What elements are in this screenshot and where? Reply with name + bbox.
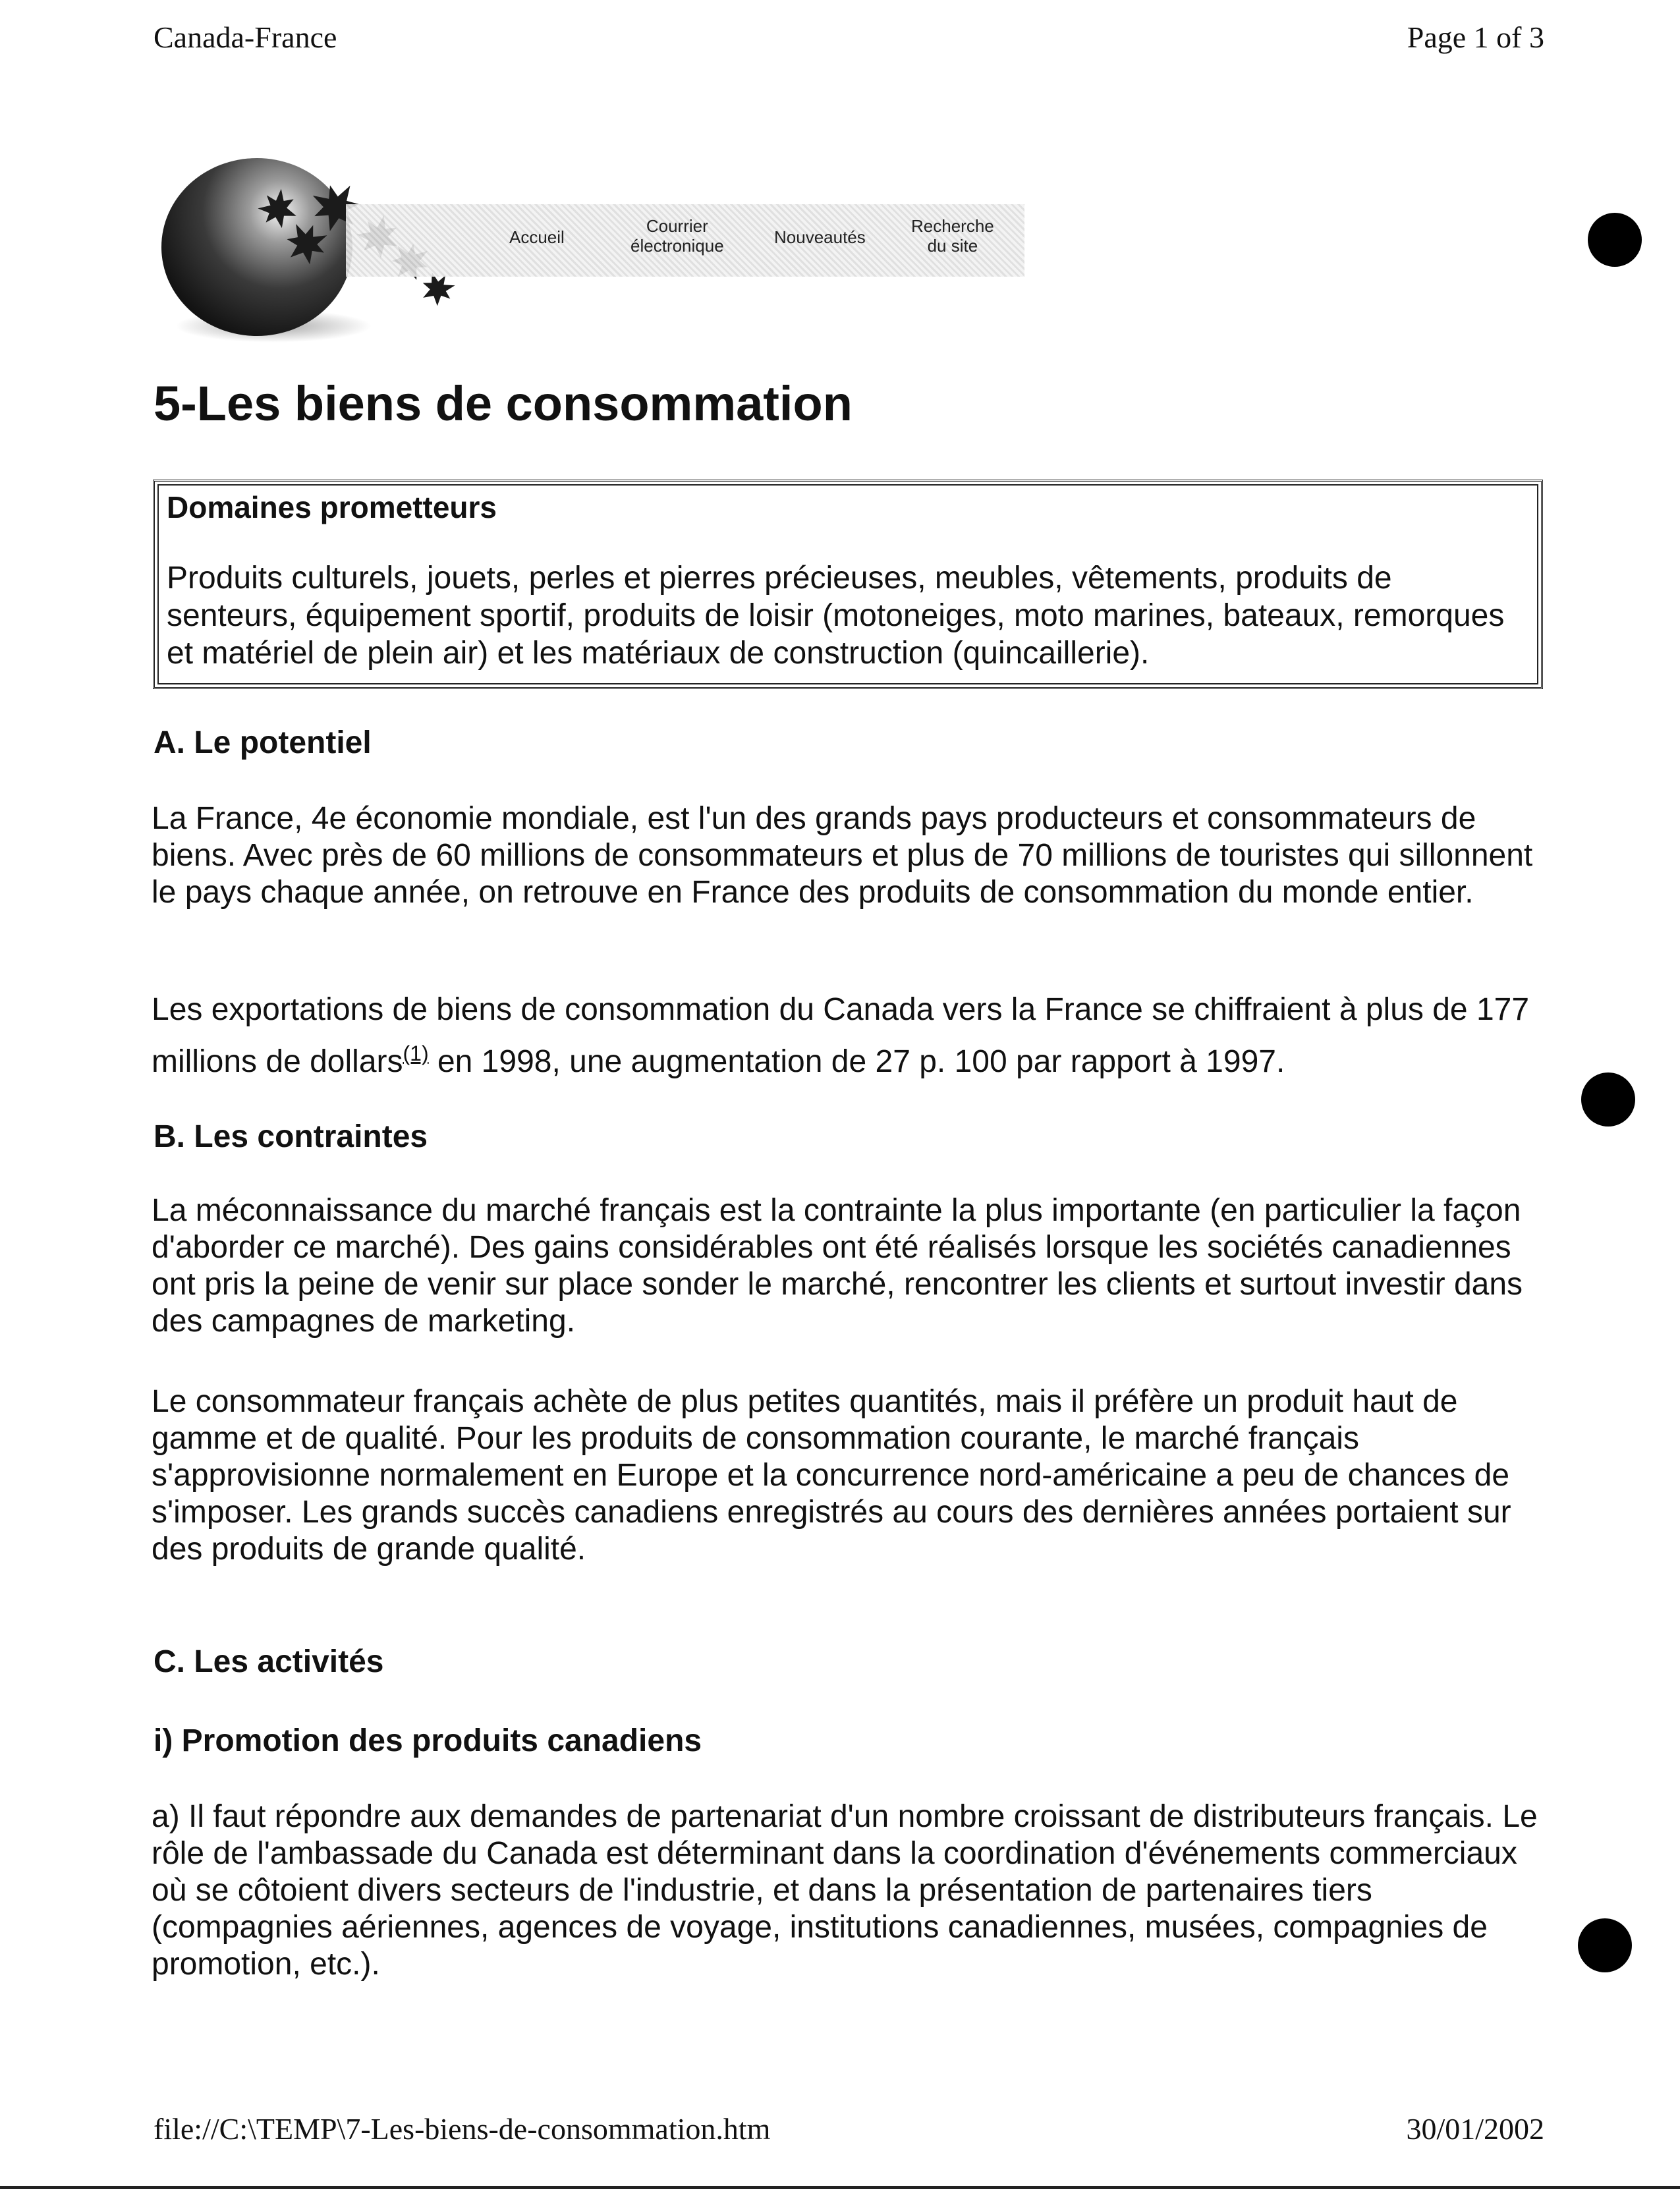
section-a-heading: A. Le potentiel xyxy=(154,725,372,760)
binder-hole xyxy=(1578,1918,1632,1972)
section-a-paragraph-2 xyxy=(152,988,1555,1084)
nav-accueil-link[interactable] xyxy=(509,227,565,247)
domaines-text: Produits culturels, jouets, perles et pierres précieuses, meubles, vêtements, produits de senteurs, équipement sportif, produits de loisir (motoneiges, moto marines, bateaux, remorques et matériel de plein air) et les matériaux de construction (quincaillerie). xyxy=(167,561,1505,671)
binder-hole xyxy=(1588,213,1642,267)
section-a-paragraph-2-text: Les exportations de biens de consommation du Canada vers la France se chiffraient à plus de 177 millions de dollars xyxy=(152,992,1530,1079)
page-edge-line xyxy=(0,2186,1680,2189)
print-footer xyxy=(154,2111,1544,2151)
section-c-heading: C. Les activités xyxy=(154,1644,384,1679)
section-a-paragraph-1: La France, 4e économie mondiale, est l'un des grands pays producteurs et consommateurs de biens. Avec près de 60 millions de consommateurs et plus de 70 millions de touristes qui sillonnent le pays chaque année, on retrouve en France des produits de consommation du monde entier. xyxy=(152,801,1533,910)
globe-icon xyxy=(161,158,352,336)
footnote-1-link[interactable]: (1) xyxy=(403,1042,429,1065)
nav-nouveautes-link[interactable] xyxy=(774,227,866,247)
section-b-heading: B. Les contraintes xyxy=(154,1119,428,1154)
section-b-paragraph-2: Le consommateur français achète de plus petites quantités, mais il préfère un produit haut de gamme et de qualité. Pour les produits de consommation courante, le marché français s'approvisionne normalement en Europe et la concurrence nord-américaine a peu de chances de s'imposer. Les grands succès canadiens enregistrés au cours des dernières années portaient sur des produits de grande qualité. xyxy=(152,1384,1511,1567)
section-c-paragraph-1: a) Il faut répondre aux demandes de partenariat d'un nombre croissant de distributeurs français. Le rôle de l'ambassade du Canada est déterminant dans la coordination d'événements commerciaux où se côtoient divers secteurs de l'industrie, et dans la présentation de partenaires tiers (compagnies aériennes, agences de voyage, institutions canadiennes, musées, compagnies de promotion, etc.). xyxy=(152,1799,1538,1982)
nav-recherche-label-line1: Recherche xyxy=(911,216,994,236)
nav-nouveautes-label: Nouveautés xyxy=(774,227,866,247)
print-footer-url: file://C:\TEMP\7-Les-biens-de-consommation.htm xyxy=(154,2112,771,2146)
print-footer-date: 30/01/2002 xyxy=(1406,2112,1544,2146)
page-title: 5-Les biens de consommation xyxy=(154,376,853,431)
nav-accueil-label: Accueil xyxy=(509,227,565,247)
nav-recherche-label-line2: du site xyxy=(927,236,978,256)
section-a-paragraph-2-end: en 1998, une augmentation de 27 p. 100 par rapport à 1997. xyxy=(428,1044,1285,1079)
domaines-box xyxy=(153,480,1543,689)
nav-recherche-link[interactable] xyxy=(911,216,994,256)
domaines-title: Domaines prometteurs xyxy=(167,490,497,524)
print-header-page-number: Page 1 of 3 xyxy=(1407,20,1544,54)
print-header xyxy=(154,20,1544,59)
nav-courrier-label-line1: Courrier xyxy=(646,216,708,236)
section-c-subheading: i) Promotion des produits canadiens xyxy=(154,1723,702,1758)
nav-courrier-link[interactable] xyxy=(630,216,724,256)
section-b-paragraph-1: La méconnaissance du marché français est la contrainte la plus importante (en particulier la façon d'aborder ce marché). Des gains considérables ont été réalisés lorsque les sociétés canadiennes ont pris la peine de venir sur place sonder le marché, rencontrer les clients et surtout investir dans des campagnes de marketing. xyxy=(152,1193,1523,1339)
nav-courrier-label-line2: électronique xyxy=(630,236,724,256)
site-banner xyxy=(161,145,1031,343)
binder-hole xyxy=(1581,1072,1635,1127)
print-header-site: Canada-France xyxy=(154,20,337,54)
